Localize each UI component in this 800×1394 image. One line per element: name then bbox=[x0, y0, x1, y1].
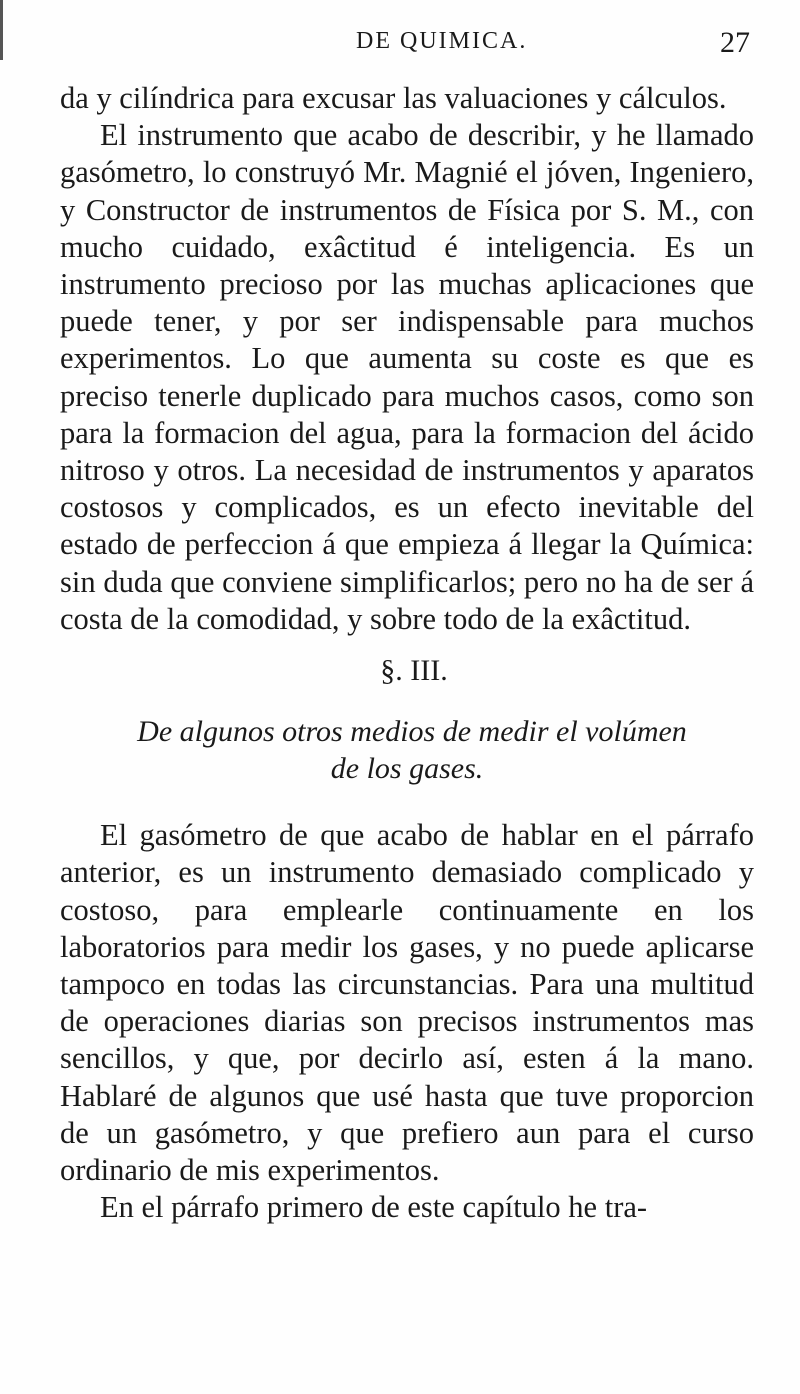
section-subtitle bbox=[60, 713, 754, 787]
running-head bbox=[60, 20, 750, 60]
subtitle-line-1: De algunos otros medios de medir el volúmen bbox=[137, 715, 687, 749]
page-number: 27 bbox=[720, 26, 750, 59]
paragraph-final: En el párrafo primero de este capítulo he tra- bbox=[100, 1190, 648, 1225]
section-heading: §. III. bbox=[380, 654, 448, 688]
paragraph-other-means: El gasómetro de que acabo de hablar en el párrafo anterior, es un instrumento demasiado complicado y costoso, para emplearle continuamente en los laboratorios para medir los gases, y no puede aplicarse tampoco en todas las circunstancias. Para una multitud de operaciones diarias son precisos instrumentos mas sencillos, y que, por decirlo así, esten á la mano. Hablaré de algunos que usé hasta que tuve proporcion de un gasómetro, y que prefiero aun para el curso ordinario de mis experimentos. bbox=[60, 818, 754, 1188]
subtitle-line-2: de los gases. bbox=[330, 752, 484, 786]
paragraph-gasometer: El instrumento que acabo de describir, y he llamado gasómetro, lo construyó Mr. Magnié el jóven, Ingeniero, y Constructor de instrumentos de Física por S. M., con mucho cuidado, exâctitud é inteligencia. Es un instrumento precioso por las muchas aplicaciones que puede tener, y por ser indispensable para muchos experimentos. Lo que aumenta su coste es que es preciso tenerle duplicado para muchos casos, como son para la formacion del agua, para la formacion del ácido nitroso y otros. La necesidad de instrumentos y aparatos costosos y complicados, es un efecto inevitable del estado de perfeccion á que empieza á llegar la Química: sin duda que conviene simplificarlos; pero no ha de ser á costa de la comodidad, y sobre todo de la exâctitud. bbox=[60, 118, 754, 636]
running-title: DE QUIMICA. bbox=[356, 28, 528, 54]
page-gutter-edge bbox=[0, 0, 3, 60]
paragraph-continuation: da y cilíndrica para excusar las valuaciones y cálculos. bbox=[60, 81, 727, 115]
body-text bbox=[60, 80, 754, 1226]
